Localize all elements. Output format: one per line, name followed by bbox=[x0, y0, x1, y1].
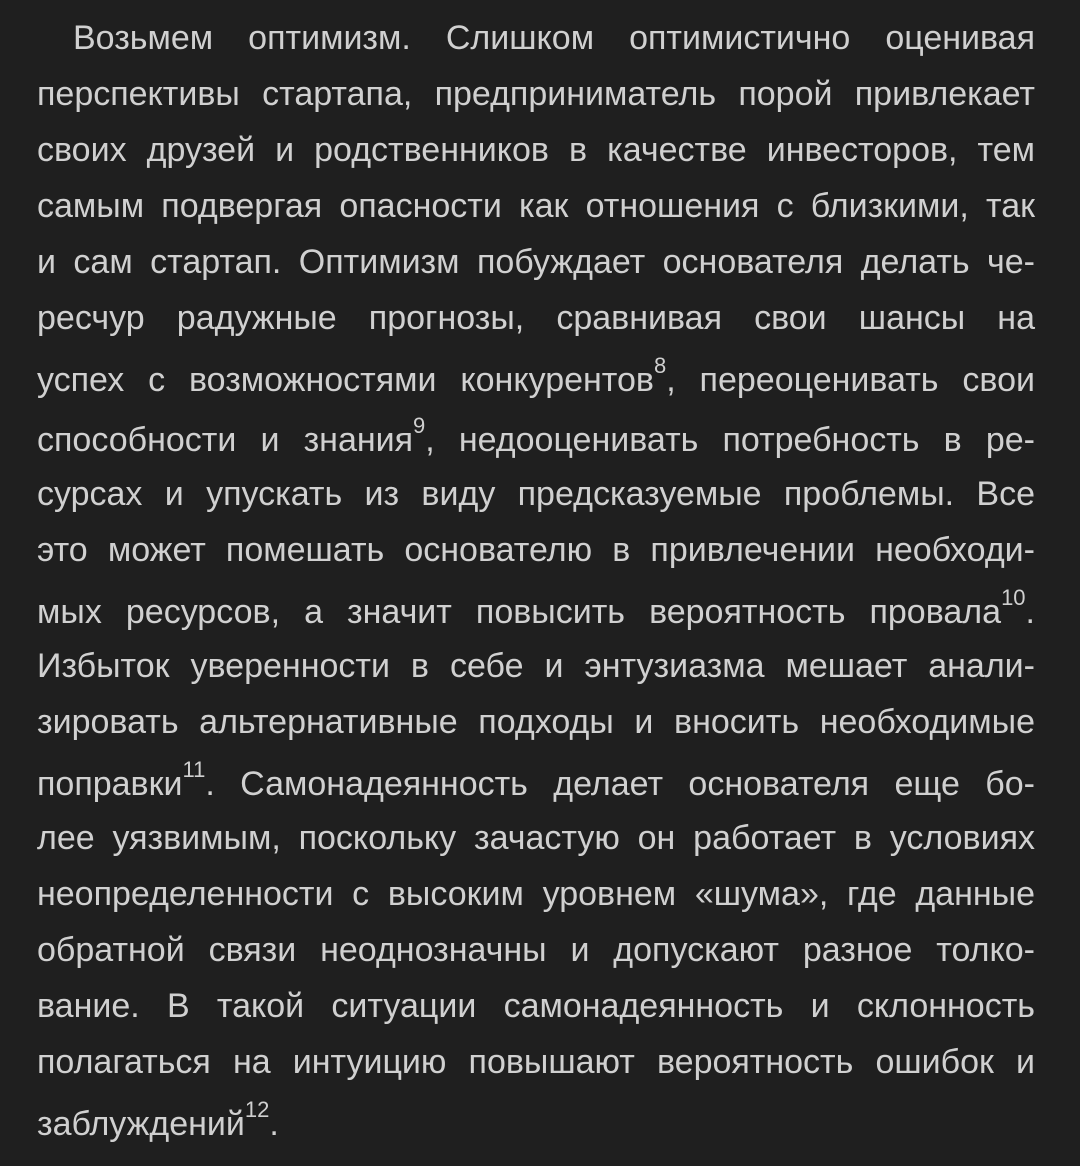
text-fragment: успех с возможностями конкурентов bbox=[37, 361, 654, 399]
body-paragraph bbox=[37, 10, 1035, 1150]
text-line: это может помешать основателю в привлечении необходи- bbox=[37, 531, 1035, 569]
text-fragment: , недооценивать потребность в ре- bbox=[425, 421, 1035, 459]
footnote-marker[interactable]: 10 bbox=[1001, 584, 1026, 610]
text-fragment: . Самонадеянность делает основателя еще бо- bbox=[205, 765, 1035, 803]
text-line bbox=[37, 346, 1035, 406]
text-line bbox=[37, 578, 1035, 638]
text-fragment: . bbox=[1025, 593, 1035, 631]
text-line bbox=[37, 406, 1035, 466]
text-line: перспективы стартапа, предприниматель порой привлекает bbox=[37, 75, 1035, 113]
text-line: сурсах и упускать из виду предсказуемые проблемы. Все bbox=[37, 475, 1035, 513]
text-line: обратной связи неоднозначны и допускают разное толко- bbox=[37, 931, 1035, 969]
footnote-marker[interactable]: 9 bbox=[413, 412, 426, 438]
text-fragment: . bbox=[269, 1105, 279, 1143]
text-line: ресчур радужные прогнозы, сравнивая свои шансы на bbox=[37, 299, 1035, 337]
text-line: зировать альтернативные подходы и вносить необходимые bbox=[37, 703, 1035, 741]
text-line: Избыток уверенности в себе и энтузиазма мешает анали- bbox=[37, 647, 1035, 685]
text-line: полагаться на интуицию повышают вероятность ошибок и bbox=[37, 1043, 1035, 1081]
text-fragment: поправки bbox=[37, 765, 183, 803]
text-line: вание. В такой ситуации самонадеянность и склонность bbox=[37, 987, 1035, 1025]
text-fragment: заблуждений bbox=[37, 1105, 245, 1143]
text-line: самым подвергая опасности как отношения с близкими, так bbox=[37, 187, 1035, 225]
text-line: Возьмем оптимизм. Слишком оптимистично оценивая bbox=[73, 19, 1035, 57]
footnote-marker[interactable]: 8 bbox=[653, 352, 667, 378]
text-line: своих друзей и родственников в качестве инвесторов, тем bbox=[37, 131, 1035, 169]
text-line bbox=[37, 1090, 1035, 1150]
text-fragment: , переоценивать свои bbox=[666, 361, 1035, 399]
text-line bbox=[37, 750, 1035, 810]
text-fragment: мых ресурсов, а значит повысить вероятность провала bbox=[37, 593, 1002, 631]
text-line: лее уязвимым, поскольку зачастую он работает в условиях bbox=[37, 819, 1035, 857]
text-line: и сам стартап. Оптимизм побуждает основателя делать че- bbox=[37, 243, 1035, 281]
text-line: неопределенности с высоким уровнем «шума», где данные bbox=[37, 875, 1035, 913]
text-fragment: способности и знания bbox=[37, 421, 414, 459]
footnote-marker[interactable]: 12 bbox=[244, 1096, 270, 1122]
footnote-marker[interactable]: 11 bbox=[182, 756, 206, 782]
